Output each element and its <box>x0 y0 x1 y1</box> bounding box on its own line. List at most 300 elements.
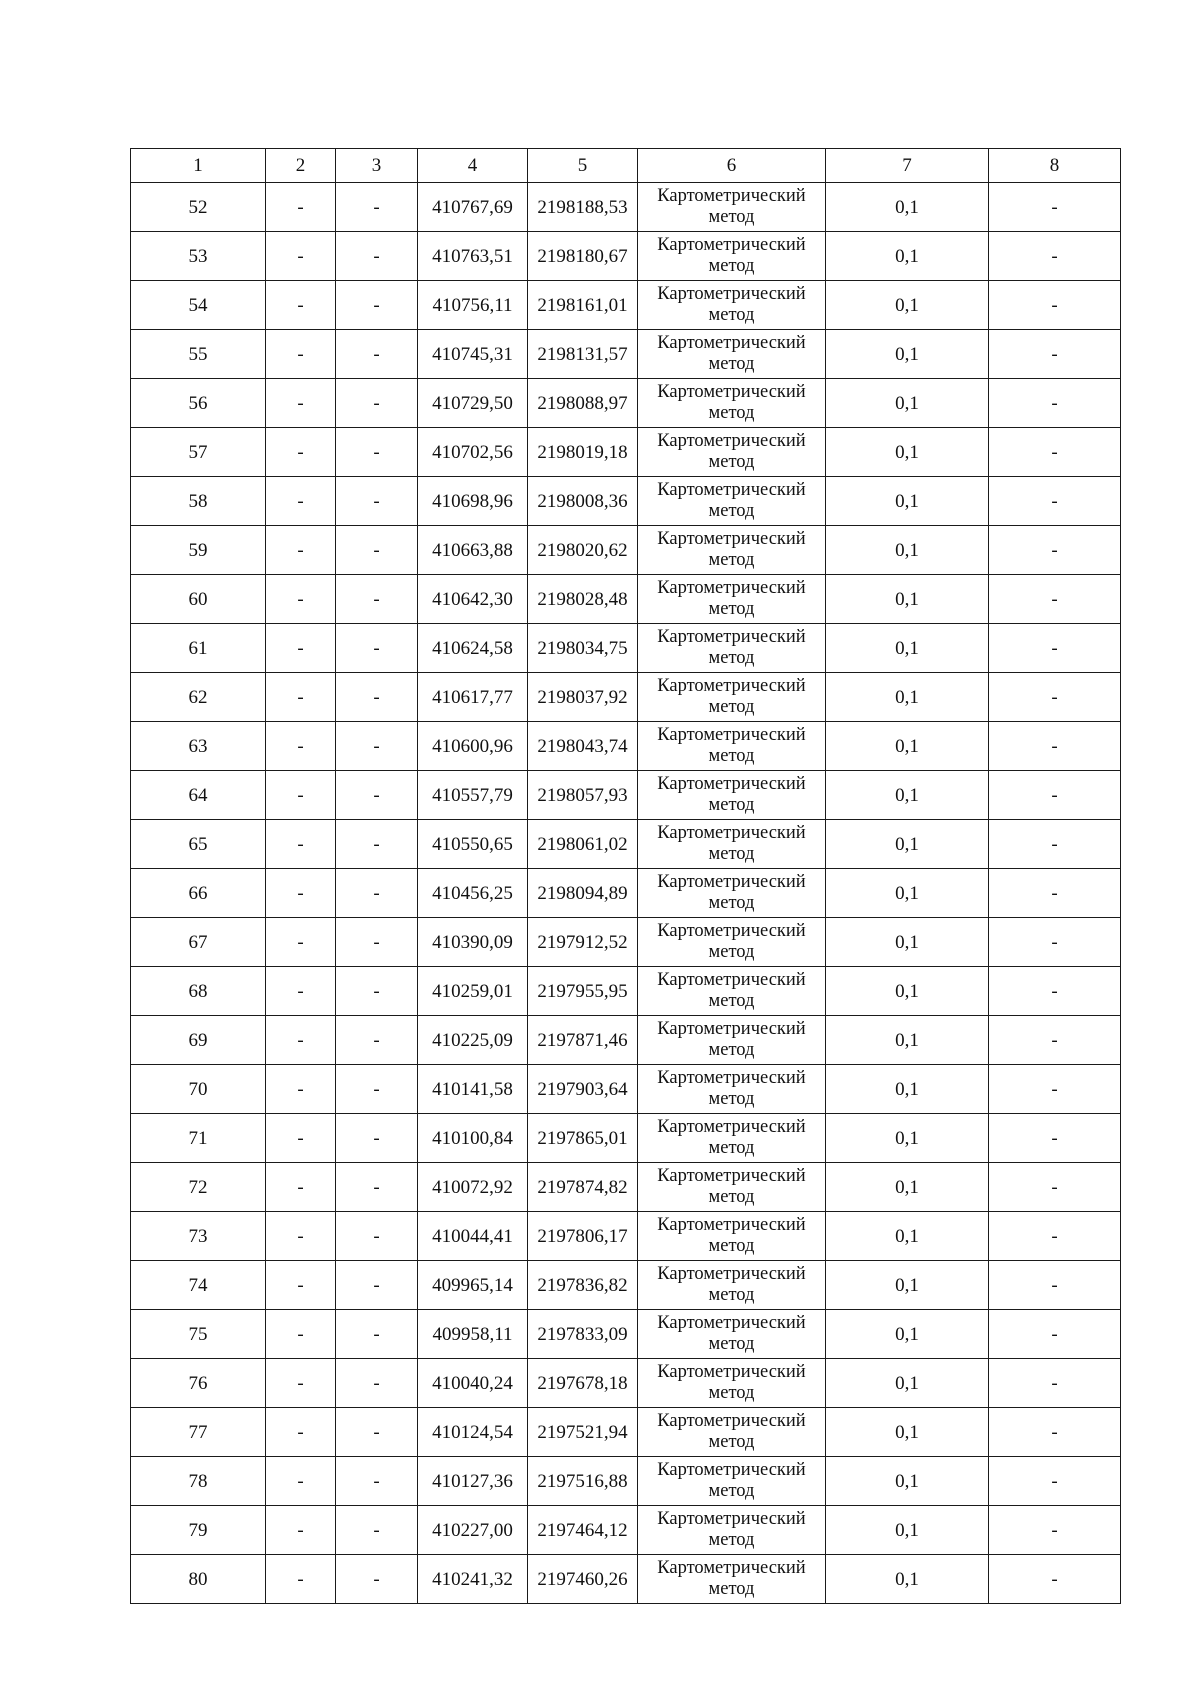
point-number-cell: 73 <box>131 1212 266 1261</box>
method-line1: Картометрический <box>657 1411 806 1431</box>
method-line1: Картометрический <box>657 1313 806 1333</box>
col8-cell: - <box>989 1016 1121 1065</box>
point-number-cell: 62 <box>131 673 266 722</box>
method-line2: метод <box>708 1089 755 1109</box>
x-coordinate-cell: 410225,09 <box>418 1016 528 1065</box>
point-number-cell: 63 <box>131 722 266 771</box>
table-row <box>131 624 1121 673</box>
method-line1: Картометрический <box>657 1509 806 1529</box>
col3-cell: - <box>336 379 418 428</box>
col8-cell: - <box>989 1114 1121 1163</box>
method-line2: метод <box>708 354 755 374</box>
method-line1: Картометрический <box>657 1215 806 1235</box>
table-row <box>131 722 1121 771</box>
method-cell <box>638 1212 826 1261</box>
y-coordinate-cell: 2197833,09 <box>528 1310 638 1359</box>
table-row <box>131 1359 1121 1408</box>
x-coordinate-cell: 410259,01 <box>418 967 528 1016</box>
col8-cell: - <box>989 183 1121 232</box>
method-line1: Картометрический <box>657 676 806 696</box>
y-coordinate-cell: 2198061,02 <box>528 820 638 869</box>
point-number-cell: 71 <box>131 1114 266 1163</box>
accuracy-cell: 0,1 <box>826 722 989 771</box>
col8-cell: - <box>989 232 1121 281</box>
y-coordinate-cell: 2198057,93 <box>528 771 638 820</box>
point-number-cell: 76 <box>131 1359 266 1408</box>
column-header: 5 <box>528 149 638 183</box>
method-line2: метод <box>708 452 755 472</box>
accuracy-cell: 0,1 <box>826 183 989 232</box>
table-row <box>131 526 1121 575</box>
method-line2: метод <box>708 1432 755 1452</box>
coordinates-table <box>130 148 1121 1604</box>
col8-cell: - <box>989 673 1121 722</box>
accuracy-cell: 0,1 <box>826 673 989 722</box>
col3-cell: - <box>336 624 418 673</box>
col8-cell: - <box>989 722 1121 771</box>
accuracy-cell: 0,1 <box>826 624 989 673</box>
method-cell <box>638 722 826 771</box>
method-line1: Картометрический <box>657 382 806 402</box>
x-coordinate-cell: 410600,96 <box>418 722 528 771</box>
method-line2: метод <box>708 599 755 619</box>
method-cell <box>638 820 826 869</box>
method-line2: метод <box>708 893 755 913</box>
accuracy-cell: 0,1 <box>826 918 989 967</box>
table-row <box>131 1506 1121 1555</box>
x-coordinate-cell: 410756,11 <box>418 281 528 330</box>
accuracy-cell: 0,1 <box>826 526 989 575</box>
col3-cell: - <box>336 330 418 379</box>
point-number-cell: 64 <box>131 771 266 820</box>
method-line1: Картометрический <box>657 1362 806 1382</box>
method-cell <box>638 183 826 232</box>
method-cell <box>638 1016 826 1065</box>
x-coordinate-cell: 409958,11 <box>418 1310 528 1359</box>
method-cell <box>638 1408 826 1457</box>
method-line2: метод <box>708 256 755 276</box>
col2-cell: - <box>266 183 336 232</box>
method-cell <box>638 967 826 1016</box>
column-header: 4 <box>418 149 528 183</box>
method-cell <box>638 624 826 673</box>
x-coordinate-cell: 410767,69 <box>418 183 528 232</box>
method-line2: метод <box>708 746 755 766</box>
x-coordinate-cell: 410617,77 <box>418 673 528 722</box>
col3-cell: - <box>336 918 418 967</box>
y-coordinate-cell: 2198180,67 <box>528 232 638 281</box>
table-row <box>131 1310 1121 1359</box>
method-line2: метод <box>708 1383 755 1403</box>
method-line2: метод <box>708 550 755 570</box>
accuracy-cell: 0,1 <box>826 1457 989 1506</box>
col2-cell: - <box>266 1457 336 1506</box>
y-coordinate-cell: 2197871,46 <box>528 1016 638 1065</box>
x-coordinate-cell: 410072,92 <box>418 1163 528 1212</box>
y-coordinate-cell: 2198131,57 <box>528 330 638 379</box>
y-coordinate-cell: 2198019,18 <box>528 428 638 477</box>
accuracy-cell: 0,1 <box>826 428 989 477</box>
column-header: 3 <box>336 149 418 183</box>
method-cell <box>638 526 826 575</box>
point-number-cell: 55 <box>131 330 266 379</box>
col2-cell: - <box>266 477 336 526</box>
col2-cell: - <box>266 1310 336 1359</box>
y-coordinate-cell: 2198028,48 <box>528 575 638 624</box>
col3-cell: - <box>336 869 418 918</box>
col2-cell: - <box>266 526 336 575</box>
point-number-cell: 59 <box>131 526 266 575</box>
method-line1: Картометрический <box>657 284 806 304</box>
y-coordinate-cell: 2197806,17 <box>528 1212 638 1261</box>
col3-cell: - <box>336 281 418 330</box>
col8-cell: - <box>989 575 1121 624</box>
y-coordinate-cell: 2197912,52 <box>528 918 638 967</box>
col2-cell: - <box>266 428 336 477</box>
method-line2: метод <box>708 1236 755 1256</box>
y-coordinate-cell: 2198188,53 <box>528 183 638 232</box>
method-line2: метод <box>708 648 755 668</box>
method-line2: метод <box>708 697 755 717</box>
col2-cell: - <box>266 820 336 869</box>
method-line2: метод <box>708 991 755 1011</box>
method-cell <box>638 1261 826 1310</box>
accuracy-cell: 0,1 <box>826 232 989 281</box>
col8-cell: - <box>989 379 1121 428</box>
col2-cell: - <box>266 1359 336 1408</box>
table-row <box>131 771 1121 820</box>
method-line2: метод <box>708 1138 755 1158</box>
y-coordinate-cell: 2197516,88 <box>528 1457 638 1506</box>
point-number-cell: 65 <box>131 820 266 869</box>
accuracy-cell: 0,1 <box>826 1506 989 1555</box>
table-row <box>131 1212 1121 1261</box>
table-row <box>131 1016 1121 1065</box>
table-row <box>131 1065 1121 1114</box>
col3-cell: - <box>336 1114 418 1163</box>
x-coordinate-cell: 410100,84 <box>418 1114 528 1163</box>
method-line1: Картометрический <box>657 1166 806 1186</box>
y-coordinate-cell: 2197874,82 <box>528 1163 638 1212</box>
point-number-cell: 75 <box>131 1310 266 1359</box>
point-number-cell: 68 <box>131 967 266 1016</box>
col8-cell: - <box>989 1457 1121 1506</box>
col2-cell: - <box>266 624 336 673</box>
column-header: 6 <box>638 149 826 183</box>
col2-cell: - <box>266 1261 336 1310</box>
table-row <box>131 673 1121 722</box>
col8-cell: - <box>989 1555 1121 1604</box>
method-cell <box>638 1457 826 1506</box>
y-coordinate-cell: 2198008,36 <box>528 477 638 526</box>
col2-cell: - <box>266 1555 336 1604</box>
method-line2: метод <box>708 1040 755 1060</box>
col2-cell: - <box>266 918 336 967</box>
method-cell <box>638 869 826 918</box>
x-coordinate-cell: 410729,50 <box>418 379 528 428</box>
document-page <box>130 148 1120 1604</box>
table-row <box>131 1114 1121 1163</box>
table-row <box>131 1457 1121 1506</box>
col2-cell: - <box>266 379 336 428</box>
method-cell <box>638 1310 826 1359</box>
x-coordinate-cell: 410745,31 <box>418 330 528 379</box>
col8-cell: - <box>989 820 1121 869</box>
accuracy-cell: 0,1 <box>826 1555 989 1604</box>
method-line1: Картометрический <box>657 1558 806 1578</box>
col8-cell: - <box>989 1408 1121 1457</box>
x-coordinate-cell: 410550,65 <box>418 820 528 869</box>
x-coordinate-cell: 410557,79 <box>418 771 528 820</box>
point-number-cell: 61 <box>131 624 266 673</box>
col8-cell: - <box>989 918 1121 967</box>
col8-cell: - <box>989 1310 1121 1359</box>
x-coordinate-cell: 410044,41 <box>418 1212 528 1261</box>
col3-cell: - <box>336 1212 418 1261</box>
col2-cell: - <box>266 1163 336 1212</box>
col3-cell: - <box>336 477 418 526</box>
method-line2: метод <box>708 942 755 962</box>
col2-cell: - <box>266 575 336 624</box>
accuracy-cell: 0,1 <box>826 1261 989 1310</box>
table-row <box>131 1261 1121 1310</box>
col2-cell: - <box>266 1114 336 1163</box>
y-coordinate-cell: 2197903,64 <box>528 1065 638 1114</box>
method-cell <box>638 477 826 526</box>
x-coordinate-cell: 410241,32 <box>418 1555 528 1604</box>
table-row <box>131 918 1121 967</box>
method-line2: метод <box>708 795 755 815</box>
col8-cell: - <box>989 624 1121 673</box>
method-line1: Картометрический <box>657 1068 806 1088</box>
method-line1: Картометрический <box>657 186 806 206</box>
point-number-cell: 69 <box>131 1016 266 1065</box>
x-coordinate-cell: 410642,30 <box>418 575 528 624</box>
accuracy-cell: 0,1 <box>826 771 989 820</box>
method-line1: Картометрический <box>657 774 806 794</box>
method-line1: Картометрический <box>657 578 806 598</box>
col3-cell: - <box>336 1261 418 1310</box>
y-coordinate-cell: 2197464,12 <box>528 1506 638 1555</box>
col3-cell: - <box>336 771 418 820</box>
col3-cell: - <box>336 967 418 1016</box>
method-cell <box>638 330 826 379</box>
column-header: 8 <box>989 149 1121 183</box>
method-line2: метод <box>708 501 755 521</box>
col2-cell: - <box>266 1506 336 1555</box>
col8-cell: - <box>989 1359 1121 1408</box>
method-line2: метод <box>708 1285 755 1305</box>
method-line1: Картометрический <box>657 872 806 892</box>
method-line2: метод <box>708 403 755 423</box>
accuracy-cell: 0,1 <box>826 281 989 330</box>
x-coordinate-cell: 410227,00 <box>418 1506 528 1555</box>
col2-cell: - <box>266 869 336 918</box>
point-number-cell: 56 <box>131 379 266 428</box>
y-coordinate-cell: 2198094,89 <box>528 869 638 918</box>
point-number-cell: 58 <box>131 477 266 526</box>
col2-cell: - <box>266 1212 336 1261</box>
point-number-cell: 74 <box>131 1261 266 1310</box>
col8-cell: - <box>989 477 1121 526</box>
header-row <box>131 149 1121 183</box>
col2-cell: - <box>266 281 336 330</box>
col3-cell: - <box>336 428 418 477</box>
table-body <box>131 183 1121 1604</box>
y-coordinate-cell: 2197678,18 <box>528 1359 638 1408</box>
method-cell <box>638 575 826 624</box>
method-cell <box>638 1359 826 1408</box>
col3-cell: - <box>336 183 418 232</box>
x-coordinate-cell: 410127,36 <box>418 1457 528 1506</box>
method-cell <box>638 1506 826 1555</box>
method-line1: Картометрический <box>657 823 806 843</box>
table-row <box>131 967 1121 1016</box>
point-number-cell: 54 <box>131 281 266 330</box>
accuracy-cell: 0,1 <box>826 379 989 428</box>
point-number-cell: 57 <box>131 428 266 477</box>
y-coordinate-cell: 2198088,97 <box>528 379 638 428</box>
y-coordinate-cell: 2197521,94 <box>528 1408 638 1457</box>
method-line1: Картометрический <box>657 1264 806 1284</box>
method-cell <box>638 1114 826 1163</box>
col8-cell: - <box>989 1065 1121 1114</box>
y-coordinate-cell: 2197955,95 <box>528 967 638 1016</box>
table-row <box>131 1163 1121 1212</box>
method-cell <box>638 1555 826 1604</box>
method-cell <box>638 379 826 428</box>
point-number-cell: 78 <box>131 1457 266 1506</box>
point-number-cell: 77 <box>131 1408 266 1457</box>
col8-cell: - <box>989 1212 1121 1261</box>
accuracy-cell: 0,1 <box>826 869 989 918</box>
col8-cell: - <box>989 1506 1121 1555</box>
y-coordinate-cell: 2198161,01 <box>528 281 638 330</box>
accuracy-cell: 0,1 <box>826 1212 989 1261</box>
accuracy-cell: 0,1 <box>826 1114 989 1163</box>
column-header: 2 <box>266 149 336 183</box>
method-cell <box>638 428 826 477</box>
y-coordinate-cell: 2197836,82 <box>528 1261 638 1310</box>
col8-cell: - <box>989 1163 1121 1212</box>
table-row <box>131 869 1121 918</box>
col3-cell: - <box>336 1065 418 1114</box>
method-line2: метод <box>708 844 755 864</box>
method-line2: метод <box>708 1481 755 1501</box>
point-number-cell: 67 <box>131 918 266 967</box>
col2-cell: - <box>266 1408 336 1457</box>
y-coordinate-cell: 2198020,62 <box>528 526 638 575</box>
method-line1: Картометрический <box>657 529 806 549</box>
point-number-cell: 52 <box>131 183 266 232</box>
accuracy-cell: 0,1 <box>826 1408 989 1457</box>
col2-cell: - <box>266 1065 336 1114</box>
y-coordinate-cell: 2198043,74 <box>528 722 638 771</box>
point-number-cell: 53 <box>131 232 266 281</box>
method-line1: Картометрический <box>657 627 806 647</box>
x-coordinate-cell: 410456,25 <box>418 869 528 918</box>
method-line1: Картометрический <box>657 921 806 941</box>
x-coordinate-cell: 410390,09 <box>418 918 528 967</box>
y-coordinate-cell: 2197865,01 <box>528 1114 638 1163</box>
accuracy-cell: 0,1 <box>826 1065 989 1114</box>
x-coordinate-cell: 410624,58 <box>418 624 528 673</box>
method-cell <box>638 232 826 281</box>
col8-cell: - <box>989 281 1121 330</box>
point-number-cell: 72 <box>131 1163 266 1212</box>
col3-cell: - <box>336 1555 418 1604</box>
point-number-cell: 79 <box>131 1506 266 1555</box>
method-line1: Картометрический <box>657 725 806 745</box>
col8-cell: - <box>989 967 1121 1016</box>
col8-cell: - <box>989 526 1121 575</box>
col3-cell: - <box>336 1506 418 1555</box>
table-row <box>131 330 1121 379</box>
table-row <box>131 379 1121 428</box>
col8-cell: - <box>989 869 1121 918</box>
method-line2: метод <box>708 1187 755 1207</box>
col2-cell: - <box>266 673 336 722</box>
col3-cell: - <box>336 1359 418 1408</box>
x-coordinate-cell: 410040,24 <box>418 1359 528 1408</box>
table-row <box>131 820 1121 869</box>
method-line1: Картометрический <box>657 1019 806 1039</box>
col3-cell: - <box>336 1408 418 1457</box>
accuracy-cell: 0,1 <box>826 1016 989 1065</box>
point-number-cell: 70 <box>131 1065 266 1114</box>
accuracy-cell: 0,1 <box>826 1359 989 1408</box>
col2-cell: - <box>266 967 336 1016</box>
method-cell <box>638 1065 826 1114</box>
y-coordinate-cell: 2197460,26 <box>528 1555 638 1604</box>
accuracy-cell: 0,1 <box>826 820 989 869</box>
table-row <box>131 281 1121 330</box>
x-coordinate-cell: 410663,88 <box>418 526 528 575</box>
col3-cell: - <box>336 575 418 624</box>
col3-cell: - <box>336 1016 418 1065</box>
y-coordinate-cell: 2198034,75 <box>528 624 638 673</box>
col8-cell: - <box>989 428 1121 477</box>
col3-cell: - <box>336 722 418 771</box>
x-coordinate-cell: 410763,51 <box>418 232 528 281</box>
method-cell <box>638 918 826 967</box>
method-line1: Картометрический <box>657 970 806 990</box>
method-line2: метод <box>708 1530 755 1550</box>
point-number-cell: 66 <box>131 869 266 918</box>
method-line1: Картометрический <box>657 480 806 500</box>
table-row <box>131 1555 1121 1604</box>
method-cell <box>638 1163 826 1212</box>
method-line2: метод <box>708 305 755 325</box>
table-row <box>131 575 1121 624</box>
method-line1: Картометрический <box>657 333 806 353</box>
point-number-cell: 80 <box>131 1555 266 1604</box>
y-coordinate-cell: 2198037,92 <box>528 673 638 722</box>
accuracy-cell: 0,1 <box>826 477 989 526</box>
col2-cell: - <box>266 771 336 820</box>
col3-cell: - <box>336 820 418 869</box>
x-coordinate-cell: 410124,54 <box>418 1408 528 1457</box>
col3-cell: - <box>336 1163 418 1212</box>
col2-cell: - <box>266 1016 336 1065</box>
col8-cell: - <box>989 1261 1121 1310</box>
col2-cell: - <box>266 722 336 771</box>
method-line1: Картометрический <box>657 1460 806 1480</box>
col2-cell: - <box>266 330 336 379</box>
col3-cell: - <box>336 673 418 722</box>
column-header: 7 <box>826 149 989 183</box>
column-header: 1 <box>131 149 266 183</box>
